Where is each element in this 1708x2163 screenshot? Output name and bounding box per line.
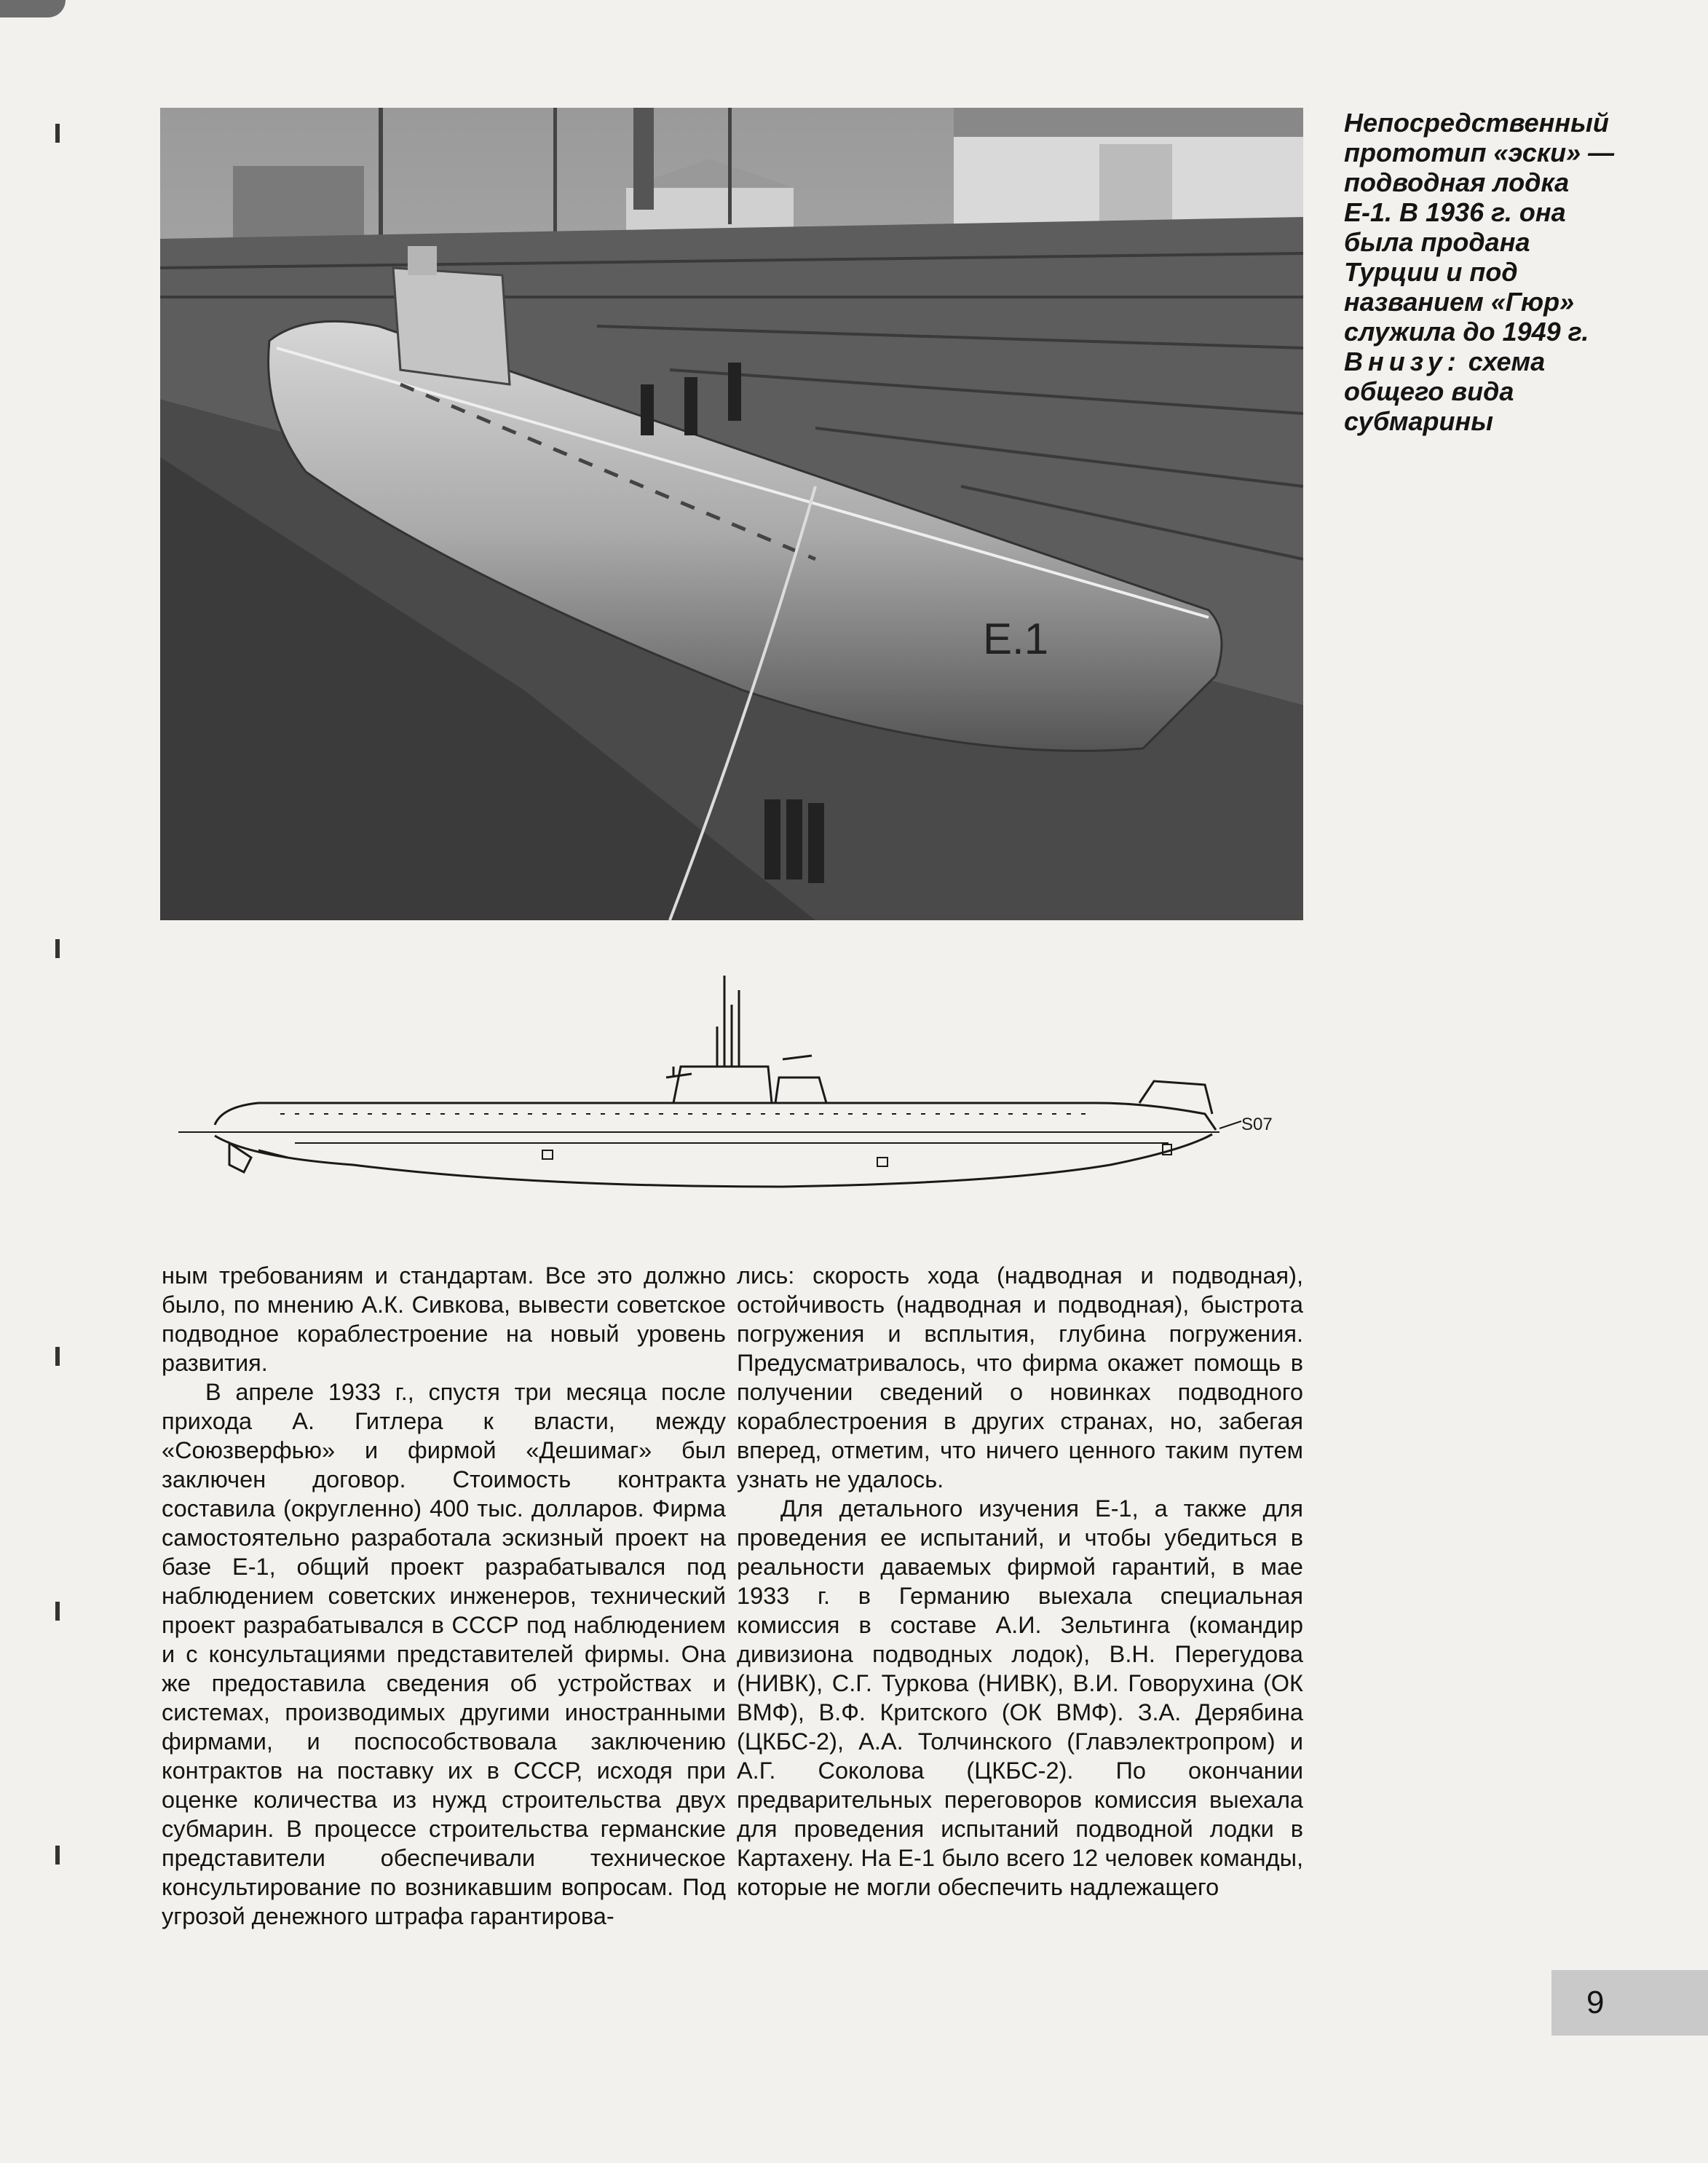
scan-edge-mark (55, 124, 60, 143)
submarine-side-view-drawing (164, 939, 1307, 1245)
scan-edge-mark (55, 1602, 60, 1621)
scan-edge-mark (55, 1347, 60, 1366)
submarine-photo (160, 108, 1303, 920)
drawing-label: S07 (1241, 1115, 1273, 1134)
paragraph: ным требованиям и стандартам. Все это должно было, по мнению А.К. Сивкова, вывести советское подводное кораблестроение на новый уровень развития. (162, 1262, 726, 1376)
caption-text: Непосредственный прототип «эски» — подводная лодка Е-1. В 1936 г. она была продана Турции и под названием «Гюр» служила до 1949 г. (1344, 108, 1615, 347)
paragraph: В апреле 1933 г., спустя три месяца после прихода А. Гитлера к власти, между «Союзверфью» и фирмой «Дешимаг» был заключен договор. Стоимость контракта составила (округленно) 400 тыс. долларов. Фирма самостоятельно разработала эскизный проект на базе Е-1, общий проект разрабатывался под наблюдением советских инженеров, технический проект разрабатывался в СССР под наблюдением и с консультациями представителей фирмы. Она же предоставила сведения об устройствах и системах, производимых другими иностранными фирмами, и поспособствовала заключению контрактов на поставку их в СССР, исходя при оценке количества из нужд строительства двух субмарин. В процессе строительства германские представители обеспечивали техническое консультирование по возникавшим вопросам. Под угрозой денежного штрафа гарантирова- (162, 1379, 726, 1929)
text-column-right (737, 1261, 1303, 1902)
photo-caption (1344, 108, 1621, 436)
caption-spaced-word: Внизу: (1344, 347, 1461, 376)
scan-corner-smudge (0, 0, 66, 17)
page-number: 9 (1551, 1970, 1708, 2036)
hull-marking: E.1 (983, 614, 1049, 663)
paragraph: Для детального изучения Е-1, а также для проведения ее испытаний, и чтобы убедиться в реальности даваемых фирмой гарантий, в мае 1933 г. в Германию выехала специальная комиссия в составе А.И. Зельтинга (командир дивизиона подводных лодок), В.Н. Перегудова (НИВК), С.Г. Туркова (НИВК), В.И. Говорухина (ОК ВМФ), В.Ф. Критского (ОК ВМФ). З.А. Дерябина (ЦКБС-2), А.А. Толчинского (Главэлектропром) и А.Г. Соколова (ЦКБС-2). По окончании предварительных переговоров комиссия выехала для проведения испытаний подводной лодки в Картахену. На Е-1 было всего 12 человек команды, которые не могли обеспечить надлежащего (737, 1495, 1303, 1900)
caption-after: схема общего вида субмарины (1344, 347, 1546, 436)
text-column-left (162, 1261, 726, 1931)
scan-edge-mark (55, 939, 60, 958)
scan-edge-mark (55, 1846, 60, 1865)
paragraph: лись: скорость хода (надводная и подводная), остойчивость (надводная и подводная), быстрота погружения и всплытия, глубина погружения. Предусматривалось, что фирма окажет помощь в получении сведений о новинках подводного кораблестроения в других странах, но, забегая вперед, отметим, что ничего ценного таким путем узнать не удалось. (737, 1262, 1303, 1492)
